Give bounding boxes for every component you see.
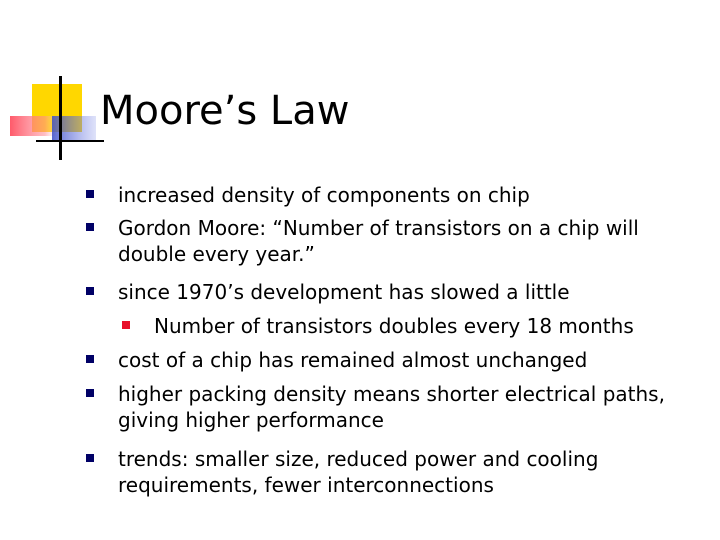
square-bullet-icon [86,190,94,198]
bullet-item [86,446,696,498]
bullet-text [118,446,698,498]
bullet-line: giving higher performance [118,408,384,432]
slide-title: Moore’s Law [100,88,350,134]
square-bullet-icon [86,355,94,363]
bullet-line: cost of a chip has remained almost unchanged [118,348,588,372]
bullet-text [118,279,698,305]
bullet-item [86,381,696,433]
bullet-text [118,347,698,373]
bullet-line: requirements, fewer interconnections [118,473,494,497]
bullet-line: since 1970’s development has slowed a little [118,280,570,304]
bullet-text [118,215,698,267]
bullet-line: Gordon Moore: “Number of transistors on a chip will [118,216,639,240]
bullet-item [86,347,696,373]
square-bullet-icon [86,389,94,397]
square-bullet-icon [86,287,94,295]
bullet-line: higher packing density means shorter electrical paths, [118,382,665,406]
bullet-line: increased density of components on chip [118,183,530,207]
bullet-text [118,381,698,433]
square-bullet-icon [86,454,94,462]
sub-bullet-item [122,313,720,339]
bullet-item [86,215,696,267]
square-bullet-icon [86,223,94,231]
bullet-text [154,313,720,339]
bullet-text [118,182,698,208]
red-square-bullet-icon [122,321,130,329]
bullet-item [86,182,696,208]
bullet-line: trends: smaller size, reduced power and cooling [118,447,599,471]
bullet-line: Number of transistors doubles every 18 months [154,314,634,338]
bullet-item [86,279,696,305]
bullet-line: double every year.” [118,242,315,266]
